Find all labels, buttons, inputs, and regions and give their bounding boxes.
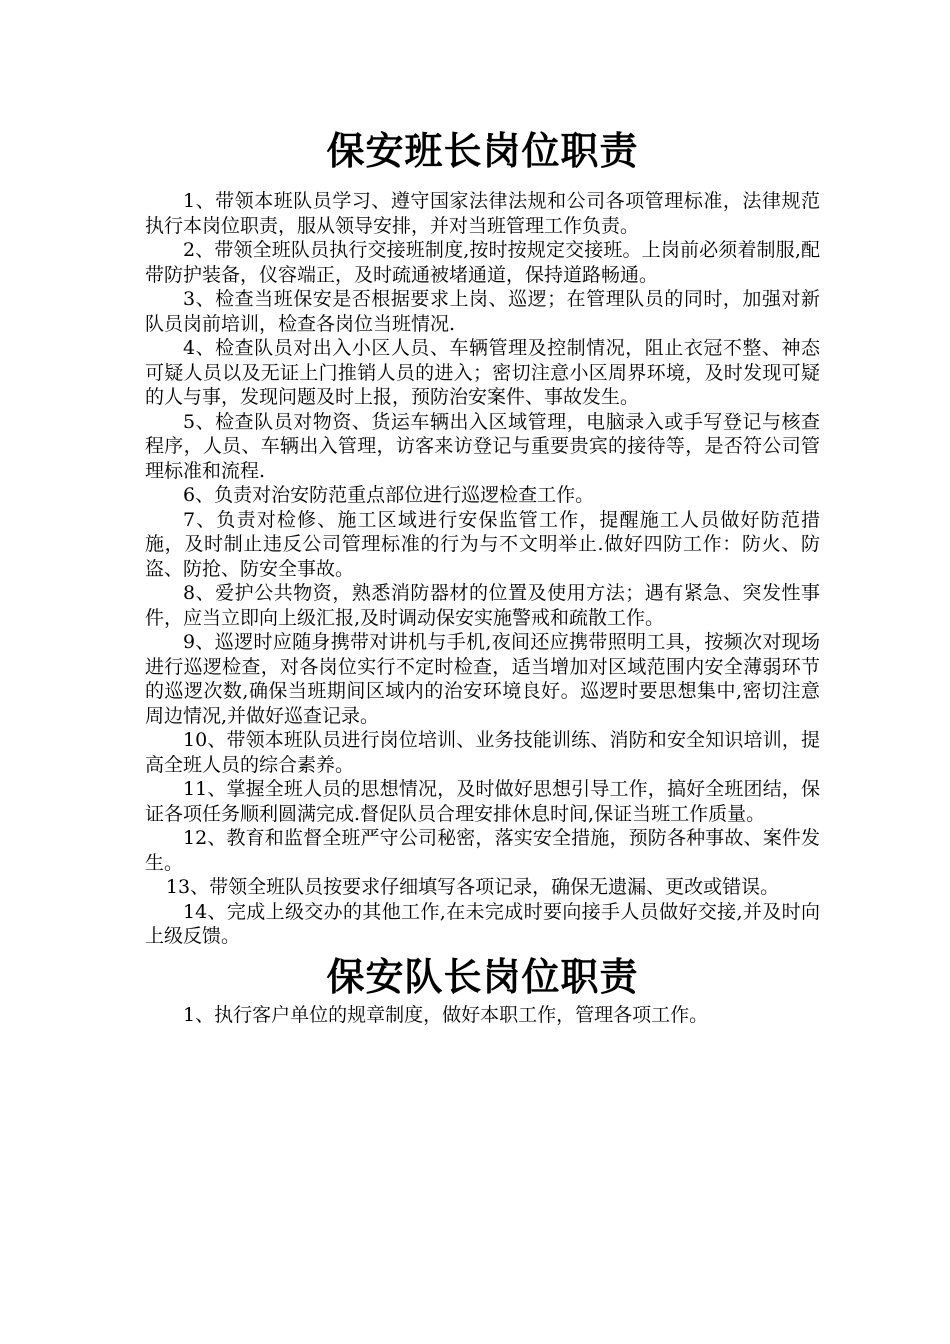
duty-paragraph-6: 6、负责对治安防范重点部位进行巡逻检查工作。 xyxy=(183,484,595,506)
duty-paragraph-5: 5、检查队员对物资、货运车辆出入区域管理，电脑录入或手写登记与核查程序，人员、车辆出入管理，访客来访登记与重要贵宾的接待等，是否符公司管理标准和流程. xyxy=(145,410,820,482)
duty-paragraph-3: 3、检查当班保安是否根据要求上岗、巡逻；在管理队员的同时，加强对新队员岗前培训，检查各岗位当班情况. xyxy=(145,288,820,335)
team-duty-paragraph-1: 1、执行客户单位的规章制度，做好本职工作，管理各项工作。 xyxy=(183,1003,709,1026)
duty-paragraph-1: 1、带领本班队员学习、遵守国家法律法规和公司各项管理标准，法律规范执行本岗位职责，服从领导安排，并对当班管理工作负责。 xyxy=(145,190,820,237)
duty-paragraph-7: 7、负责对检修、施工区域进行安保监管工作，提醒施工人员做好防范措施，及时制止违反公司管理标准的行为与不文明举止.做好四防工作：防火、防盗、防抢、防安全事故。 xyxy=(145,508,820,580)
duty-paragraph-9: 9、巡逻时应随身携带对讲机与手机,夜间还应携带照明工具，按频次对现场进行巡逻检查，对各岗位实行不定时检查，适当增加对区域范围内安全薄弱环节的巡逻次数,确保当班期间区域内的治安环境良好。巡逻时要思想集中,密切注意周边情况,并做好巡查记录。 xyxy=(145,631,820,727)
section-title-squad-leader: 保安班长岗位职责 xyxy=(326,128,639,173)
duty-paragraph-13: 13、带领全班队员按要求仔细填写各项记录，确保无遗漏、更改或错误。 xyxy=(165,876,780,898)
duty-paragraph-12: 12、教育和监督全班严守公司秘密，落实安全措施，预防各种事故、案件发生。 xyxy=(145,827,820,874)
section-title-team-leader: 保安队长岗位职责 xyxy=(326,953,639,999)
duty-paragraph-14: 14、完成上级交办的其他工作,在未完成时要向接手人员做好交接,并及时向上级反馈。 xyxy=(145,900,820,947)
duty-paragraph-11: 11、掌握全班人员的思想情况，及时做好思想引导工作，搞好全班团结，保证各项任务顺利圆满完成.督促队员合理安排休息时间,保证当班工作质量。 xyxy=(145,778,820,825)
duty-paragraph-4: 4、检查队员对出入小区人员、车辆管理及控制情况，阻止衣冠不整、神态可疑人员以及无证上门推销人员的进入；密切注意小区周界环境，及时发现可疑的人与事，发现问题及时上报，预防治安案件、事故发生。 xyxy=(145,337,820,408)
duty-paragraph-10: 10、带领本班队员进行岗位培训、业务技能训练、消防和安全知识培训，提高全班人员的综合素养。 xyxy=(145,729,820,776)
document-page xyxy=(145,125,820,1027)
duty-paragraph-8: 8、爱护公共物资，熟悉消防器材的位置及使用方法；遇有紧急、突发性事件，应当立即向上级汇报,及时调动保安实施警戒和疏散工作。 xyxy=(145,582,820,629)
duty-paragraph-2: 2、带领全班队员执行交接班制度,按时按规定交接班。上岗前必须着制服,配带防护装备，仪容端正，及时疏通被堵通道，保持道路畅通。 xyxy=(145,239,820,286)
